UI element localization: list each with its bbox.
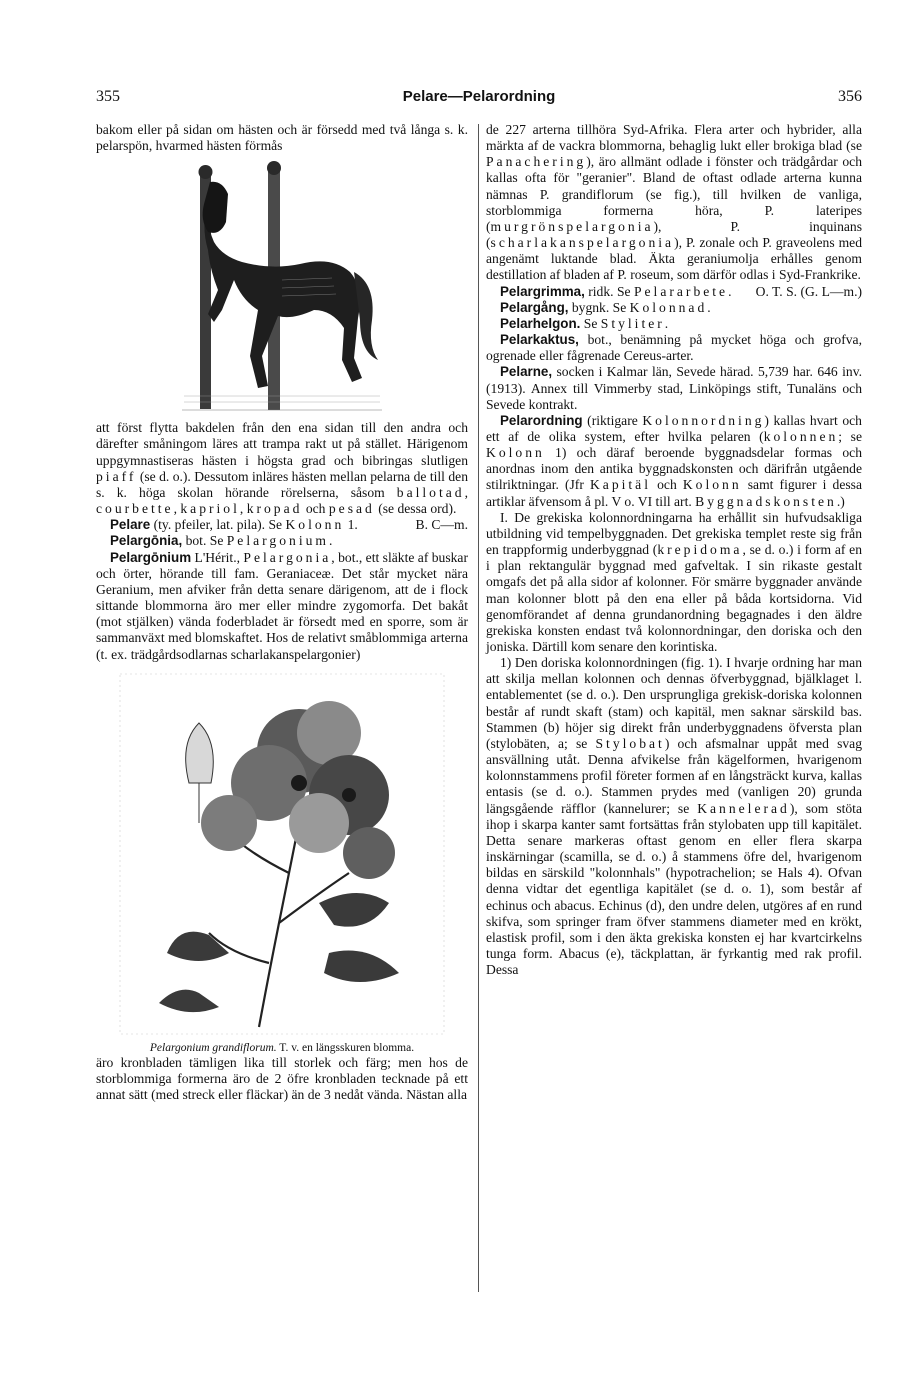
paragraph-pelare-continued: bakom eller på sidan om hästen och är försedd med två långa s. k. pelarspön, hvarmed hästen förmås bbox=[96, 122, 468, 154]
entry-pelarne: Pelarne, socken i Kalmar län, Sevede härad. 5,739 har. 646 inv. (1913). Annex till Vimmerby stad, Linköpings stift, Tunaläns och Sevede kontrakt. bbox=[486, 364, 862, 412]
cross-ref-courbette: courbette bbox=[96, 501, 174, 517]
cross-ref-scharlakanspelargonia: scharlakanspelargonia bbox=[490, 235, 675, 251]
paragraph-pelargonium-continued: äro kronbladen tämligen lika till storlek och färg; men hos de storblommiga formerna äro de 2 öfre kronbladen tecknade på ett annat sätt (med streck eller fläckar) än de 3 nedåt vända. Nästan alla bbox=[96, 1054, 468, 1102]
entry-pelargonium: Pelargōnium L'Hérit., Pelargonia, bot., ett släkte af buskar och örter, hörande till fam. Geraniaceæ. Det står mycket nära Geranium, men afviker från detta senare därigenom, att de i flock sittande blommorna äro mer eller mindre zygomorfa. Det bakåt (mot stjälken) vända foderbladet är försedt med en sporre, som är sammanväxt med blomskaftet. Hos de relativt småblommiga arterna (t. ex. trädgårdsodlarnas scharlakanspelargonier) bbox=[96, 549, 468, 662]
left-column: bakom eller på sidan om hästen och är försedd med två långa s. k. pelarspön, hvarmed hästen förmås att först flytta bakdelen från den ena sidan till den andra och därefter småningom läres att trampa rakt ut på stället. Härigenom uppgymnastiseras hästen i högsta grad och bibringas slutligen piaff (se d. o.). Dessutom inläres hästen mellan pelarna de till den s. k. höga skolan hörande rörelserna, såsom ballotad, courbette, kapriol, kropad och pesad (se dessa ord). B. C—m. Pelare (ty. pfeiler, lat. pila). Se Kolonn 1. Pelargōnia, bot. Se Pelargonium. Pelargōnium L'Hérit., Pelargonia, bot., ett släkte af buskar och örter, hörande till fam. Geraniaceæ. Det står mycket nära Geranium, men afviker från detta senare därigenom, att de i flock sittande blommorna äro mer eller mindre zygomorfa. Det bakåt (mot stjälken) vända foderbladet är försedt med en sporre, som är sammanväxt med blomskaftet. Hos de relativt småblommiga arterna (t. ex. trädgårdsodlarnas scharlakanspelargonier) Pelargonium grandiflorum. T. v. en längsskuren blomma. äro kronbladen tämligen lika till storlek och färg; men hos de storblommiga formerna äro de 2 öfre kronbladen tecknade på ett annat sätt (med streck eller fläckar) än de 3 nedåt vända. Nästan alla bbox=[96, 122, 468, 1102]
author-signature: O. T. S. (G. L—m.) bbox=[755, 283, 862, 299]
entry-pelarhelgon: Pelarhelgon. Se Styliter. bbox=[500, 315, 669, 331]
cross-ref-styliter: Styliter bbox=[600, 315, 665, 331]
cross-ref-piaff: piaff bbox=[96, 468, 137, 484]
cross-ref-pesad: pesad bbox=[328, 501, 375, 517]
headword: Pelarkaktus, bbox=[500, 332, 579, 348]
headword: Pelargrimma, bbox=[500, 283, 585, 299]
cross-ref-kannelerad: Kannelerad bbox=[697, 800, 790, 816]
cross-ref-pelargonia: Pelargonia bbox=[243, 549, 332, 565]
cross-ref-kolonnen: kolonnen bbox=[763, 428, 839, 444]
cross-ref-kapital: Kapitäl bbox=[589, 477, 651, 493]
cross-ref-ballotad: ballotad bbox=[396, 484, 465, 500]
cross-ref-kolonn: Kolonn bbox=[682, 477, 742, 493]
pelargonium-grandiflorum-illustration bbox=[119, 673, 445, 1035]
paragraph-pelargonium-arter: de 227 arterna tillhöra Syd-Afrika. Flera arter och hybrider, alla märkta af de vackra blommorna, behaglig lukt eller brokiga blad (se Panachering), äro allmänt odlade i fönster och trädgårdar och kallas ofta för "geranier". Bland de oftast odlade arterna kunna nämnas P. grandiflorum (se fig.), till hvilken de vanliga, storblommiga formerna höra, P. lateripes (murgrönspelargonia), P. inquinans (scharlakanspelargonia), P. zonale och P. graveolens med angenämt luktande blad. Äkta geraniumolja erhålles genom destillation af bladen af P. roseum, som därför odlas i Syd-Frankrike. O. T. S. (G. L—m.) bbox=[486, 122, 862, 299]
cross-ref-panachering: Panachering bbox=[486, 154, 587, 170]
headword: Pelare bbox=[110, 517, 151, 533]
cross-ref-krepidoma: krepidoma bbox=[657, 542, 743, 558]
entry-pelargonia: Pelargōnia, bot. Se Pelargonium. bbox=[110, 533, 333, 549]
cross-ref-kolonn: Kolonn bbox=[486, 445, 545, 461]
page-number-left: 355 bbox=[96, 88, 120, 105]
section-doriska-kolonnordningen: 1) Den doriska kolonnordningen (fig. 1). I hvarje ordning har man att skilja mellan kolonnen och dennas öfverbyggnad, bjälklaget l. entablementet (se d. o.). Den ursprungliga grekisk-doriska kolonnen består af rundt skaft (stam) och kapitäl, men saknar särskild bas. Stammen (b) höjer sig direkt från underbyggnadens öfversta plan (stylobäten, a; se Stylobat) och afsmalnar uppåt med svag ansvällning utåt. Denna afvikelse från kägelformen, hvarigenom kolonnstammens profil företer formen af en långsträckt kurva, kallas entasis (se d. o.). Stammen prydes med (vanligen 20) grunda längsgående räfflor (kannelurer; se Kannelerad), som stöta ihop i skarpa kanter samt fortsättas från stylobaten upp till kapitälet. Detta senare markeras oftast genom en eller flera skarpa inskärningar (scamilla, se d. o.) å stammens öfre del, hvarigenom bildas en särskild "kolonnhals" (hypotrachelion; se Hals 4). Ofvan denna vidtar det egentliga kapitälet (se d. o. 1), som består af echinus och abacus. Echinus (d), den undre delen, utgöres af en rund skifva, som springer fram öfver stammens diameter med en krökt, elastisk profil, som i den äkta grekiska konsten ej har kvartcirkelns tunga form. Abacus (e), täckplattan, är fyrkantig med rak profil. Dessa bbox=[486, 655, 862, 978]
cross-ref-stylobat: Stylobat bbox=[595, 735, 665, 751]
headword: Pelarordning bbox=[500, 412, 583, 428]
cross-ref-pelargonium: Pelargonium bbox=[226, 533, 329, 549]
entry-pelargrimma: Pelargrimma, ridk. Se Pelararbete. bbox=[500, 283, 732, 299]
figure-caption: Pelargonium grandiflorum. T. v. en längsskuren blomma. bbox=[149, 1041, 415, 1054]
cross-ref-pelararbete: Pelararbete bbox=[633, 283, 729, 299]
headword: Pelargōnia, bbox=[110, 533, 183, 549]
headword: Pelarhelgon. bbox=[500, 315, 581, 331]
cross-ref-kolonn: Kolonn bbox=[285, 517, 345, 533]
page-header bbox=[96, 88, 862, 110]
cross-ref-kolonnordning: Kolonnordning bbox=[642, 412, 765, 428]
section-grekiska-kolonnordningar: I. De grekiska kolonnordningarna ha erhållit sin hufvudsakliga utbildning vid tempelbyggnaden. Det grekiska templet reste sig från en trappformig underbyggnad (krepidoma, se d. o.) i form af en i plan rektangulär byggnad med gafveltak. I sin rikaste gestalt omgafs det på alla sidor af kolonner. För smärre byggnader använde man kolonner blott på den ena eller på båda kortsidorna. Vid genomförandet af denna grundanordning begagnades i den äldre grekiska konsten endast två kolonnordningar, den doriska och den joniska. Därtill kom senare den korintiska. bbox=[486, 509, 862, 654]
horse-between-pillars-illustration bbox=[182, 160, 382, 414]
cross-ref-kapriol: kapriol bbox=[180, 501, 240, 517]
page-number-right: 356 bbox=[838, 88, 862, 105]
author-signature: B. C—m. bbox=[415, 517, 468, 533]
cross-ref-kropad: kropad bbox=[246, 501, 303, 517]
entry-pelargang: Pelargång, bygnk. Se Kolonnad. bbox=[500, 299, 711, 315]
cross-ref-murgronspelargonia: murgrönspelargonia bbox=[490, 218, 654, 234]
headword: Pelargōnium bbox=[110, 549, 192, 565]
headword: Pelarne, bbox=[500, 364, 553, 380]
entry-pelarkaktus: Pelarkaktus, bot., benämning på mycket höga och grofva, ogrenade eller fågrenade Cereus-arter. bbox=[486, 332, 862, 364]
cross-ref-byggnadskonsten: Byggnadskonsten bbox=[695, 493, 837, 509]
running-title: Pelare—Pelarordning bbox=[402, 88, 556, 105]
paragraph-pelare-text: att först flytta bakdelen från den ena sidan till den andra och därefter småningom läres att trampa rakt ut på stället. Härigenom uppgymnastiseras hästen i högsta grad och bibringas slutligen bbox=[96, 420, 468, 468]
entry-pelarordning: Pelarordning (riktigare Kolonnordning) kallas hvart och ett af de olika system, efter hvilka pelaren (kolonnen; se Kolonn 1) och däraf beroende byggnadsdelar formas och anordnas inom den antika byggnadskonsten och därifrån utgående stilriktningar. (Jfr Kapitäl och Kolonn samt figurer i dessa artiklar äfvensom å pl. V o. VI till art. Byggnadskonsten.) bbox=[486, 412, 863, 509]
column-divider bbox=[478, 124, 479, 1292]
cross-ref-kolonnad: Kolonnad bbox=[629, 299, 708, 315]
headword: Pelargång, bbox=[500, 299, 569, 315]
right-column bbox=[486, 122, 862, 978]
entry-pelare: Pelare (ty. pfeiler, lat. pila). Se Kolonn 1. bbox=[110, 517, 358, 533]
